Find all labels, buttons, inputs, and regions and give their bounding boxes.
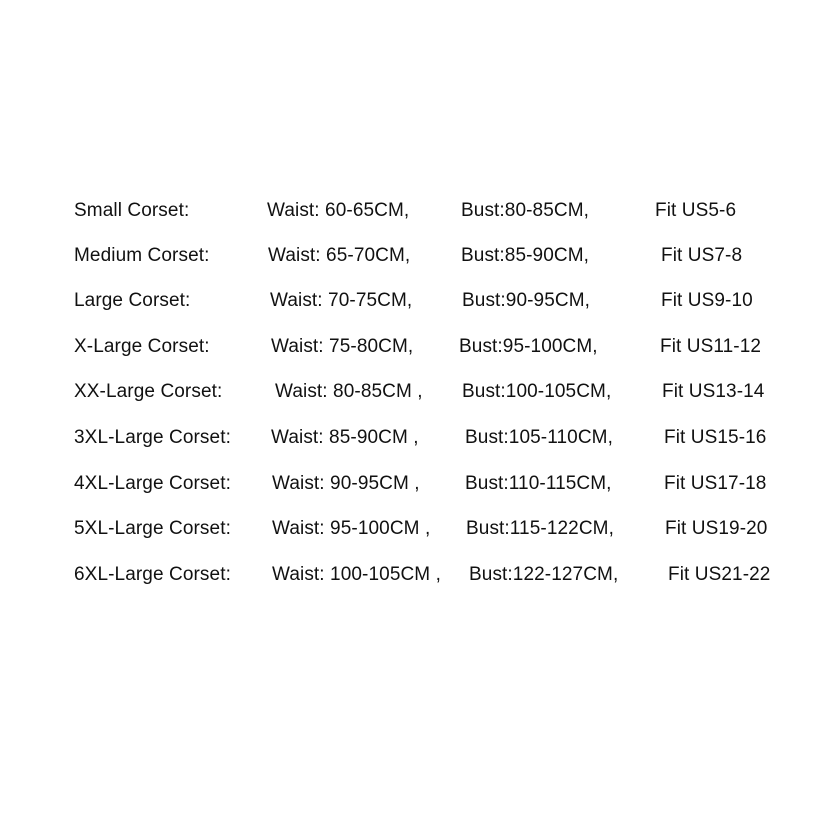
- us-fit: Fit US7-8: [661, 245, 743, 266]
- bust-measurement: Bust:105-110CM,: [465, 427, 613, 448]
- us-fit: Fit US19-20: [665, 518, 768, 539]
- bust-measurement: Bust:95-100CM,: [459, 336, 598, 357]
- size-row-small: [0, 196, 833, 226]
- waist-measurement: Waist: 100-105CM ,: [272, 564, 441, 585]
- waist-measurement: Waist: 75-80CM,: [271, 336, 414, 357]
- waist-measurement: Waist: 60-65CM,: [267, 200, 410, 221]
- bust-measurement: Bust:100-105CM,: [462, 381, 612, 402]
- size-row-large: [0, 286, 833, 316]
- size-row-6xl: [0, 560, 833, 590]
- size-row-3xl: [0, 423, 833, 453]
- waist-measurement: Waist: 90-95CM ,: [272, 473, 420, 494]
- bust-measurement: Bust:122-127CM,: [469, 564, 619, 585]
- size-row-4xl: [0, 469, 833, 499]
- size-label: XX-Large Corset:: [74, 381, 223, 402]
- waist-measurement: Waist: 80-85CM ,: [275, 381, 423, 402]
- size-label: 5XL-Large Corset:: [74, 518, 231, 539]
- waist-measurement: Waist: 70-75CM,: [270, 290, 413, 311]
- us-fit: Fit US21-22: [668, 564, 771, 585]
- us-fit: Fit US13-14: [662, 381, 765, 402]
- us-fit: Fit US5-6: [655, 200, 737, 221]
- bust-measurement: Bust:110-115CM,: [465, 473, 612, 494]
- size-label: 3XL-Large Corset:: [74, 427, 231, 448]
- waist-measurement: Waist: 95-100CM ,: [272, 518, 431, 539]
- size-label: X-Large Corset:: [74, 336, 210, 357]
- size-label: 6XL-Large Corset:: [74, 564, 231, 585]
- size-row-5xl: [0, 514, 833, 544]
- bust-measurement: Bust:80-85CM,: [461, 200, 590, 221]
- us-fit: Fit US17-18: [664, 473, 767, 494]
- size-label: Medium Corset:: [74, 245, 210, 266]
- size-label: 4XL-Large Corset:: [74, 473, 231, 494]
- size-row-medium: [0, 241, 833, 271]
- size-label: Small Corset:: [74, 200, 190, 221]
- size-row-xx-large: [0, 377, 833, 407]
- us-fit: Fit US11-12: [660, 336, 762, 357]
- us-fit: Fit US15-16: [664, 427, 767, 448]
- bust-measurement: Bust:85-90CM,: [461, 245, 590, 266]
- waist-measurement: Waist: 65-70CM,: [268, 245, 411, 266]
- waist-measurement: Waist: 85-90CM ,: [271, 427, 419, 448]
- size-label: Large Corset:: [74, 290, 191, 311]
- bust-measurement: Bust:90-95CM,: [462, 290, 591, 311]
- bust-measurement: Bust:115-122CM,: [466, 518, 614, 539]
- us-fit: Fit US9-10: [661, 290, 753, 311]
- size-row-x-large: [0, 332, 833, 362]
